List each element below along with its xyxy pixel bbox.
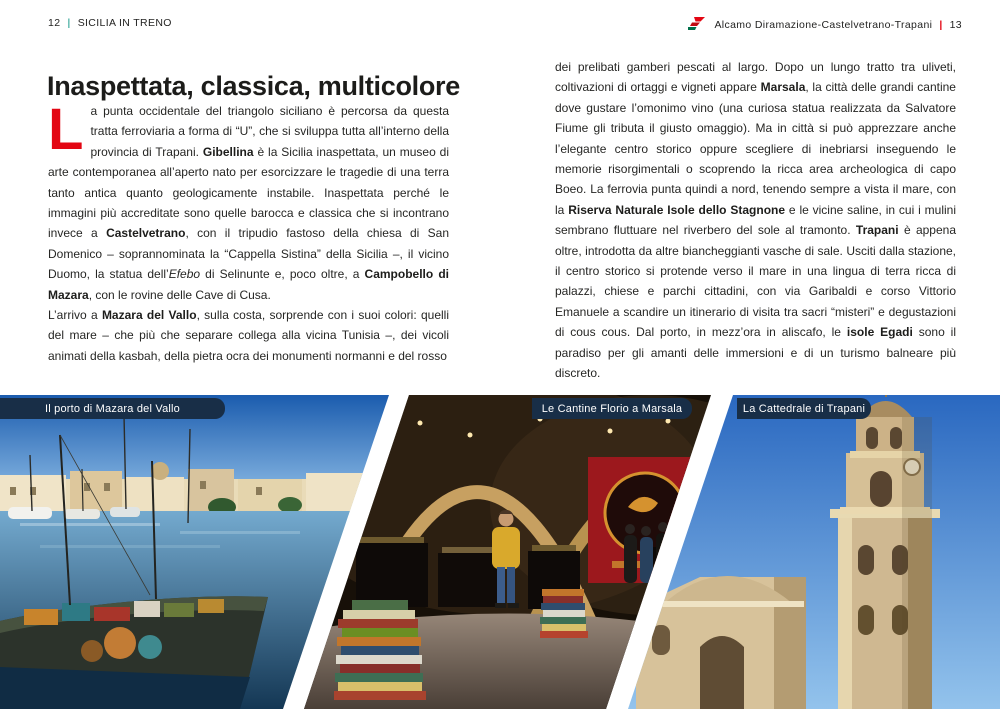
paragraph-3 <box>555 57 956 384</box>
paragraph-1-text: a punta occidentale del triangolo siciliano è percorsa da questa tratta ferroviaria a forma di “U”, che si sviluppa tutta all’interno della provincia di Trapani. Gibellina è la Sicilia inaspettata, un museo di arte contemporanea all’aperto nato per esorcizzare le tragedie di una terra tanto antica quanto geologicamente instabile. Inaspettata perché le immagini più accreditate sono quelle barocca e classica che si incontrano invece a Castelvetrano, con il tripudio fastoso della chiesa di San Domenico – soprannominata la “Cappella Sistina” della Sicilia –, il vicino Duomo, la statua dell’Efebo di Selinunte e, poco oltre, a Campobello di Mazara, con le rovine delle Cave di Cusa. <box>48 104 450 302</box>
paragraph-3-text: dei prelibati gamberi pescati al largo. Dopo un lungo tratto tra uliveti, coltivazioni di ortaggi e vigneti appare Marsala, la città delle grandi cantine dove gustare l’omonimo vino (una curiosa statua realizzata da Salvatore Fiume gli tributa il giusto omaggio). Ma in città si può apprezzare anche l’elegante centro storico oppure scegliere di inebriarsi inseguendo le memorie risorgimentali o scoprendo la ricca area archeologica di capo Boeo. La ferrovia punta quindi a nord, tenendo sempre a vista il mare, con la Riserva Naturale Isole dello Stagnone e le vicine saline, in cui i mulini sembrano fluttuare nel riverbero del sole al tramonto. Trapani è appena oltre, introdotta da altre biancheggianti vasche di sale. Usciti dalla stazione, il centro storico si protende verso il mare in una lingua di terra ricca di palazzi, chiese e parchi cittadini, con via Garibaldi e corso Vittorio Emanuele a scandire un itinerario di visita tra sacri “misteri” e degustazioni di cous cous. Dal porto, in mezz’ora in aliscafo, le isole Egadi sono il paradiso per gli amanti delle immersioni e di un turismo balneare più discreto. <box>555 60 957 381</box>
article-title: Inaspettata, classica, multicolore <box>47 71 460 102</box>
drop-cap: L <box>48 97 84 162</box>
header-left <box>48 17 172 29</box>
paragraph-2-text: L’arrivo a Mazara del Vallo, sulla costa, sorprende con i suoi colori: quelli del mare – che più che separare collega alla vicina Tunisia –, dei vicoli animati della kasbah, della pietra ocra dei monumenti normanni e del rosso <box>48 308 449 363</box>
photo-caption-florio <box>532 398 692 419</box>
header-separator-left: | <box>67 17 71 29</box>
route-title: Alcamo Diramazione-Castelvetrano-Trapani <box>714 19 933 31</box>
header-separator-right: | <box>939 19 943 31</box>
photo-caption-trapani <box>737 398 871 419</box>
paragraph-1 <box>48 97 450 305</box>
cathedral-facade <box>636 576 806 709</box>
page-number-right: 13 <box>949 19 962 31</box>
fs-logo-shapes <box>688 17 705 30</box>
photo-strip <box>0 395 1000 709</box>
text-column-left <box>48 97 450 366</box>
text-column-right <box>555 57 956 384</box>
photo-caption-florio-label: Le Cantine Florio a Marsala <box>541 402 683 415</box>
header-right <box>688 17 962 33</box>
other-visitors <box>624 522 670 585</box>
photo-caption-mazara <box>0 398 225 419</box>
photo-caption-trapani-label: La Cattedrale di Trapani <box>742 402 866 415</box>
paragraph-2 <box>48 305 449 366</box>
page-number-left: 12 <box>48 17 61 29</box>
fs-railways-logo-icon <box>688 17 705 33</box>
photo-caption-mazara-label: Il porto di Mazara del Vallo <box>44 402 181 415</box>
book-title: SICILIA IN TRENO <box>77 17 172 29</box>
